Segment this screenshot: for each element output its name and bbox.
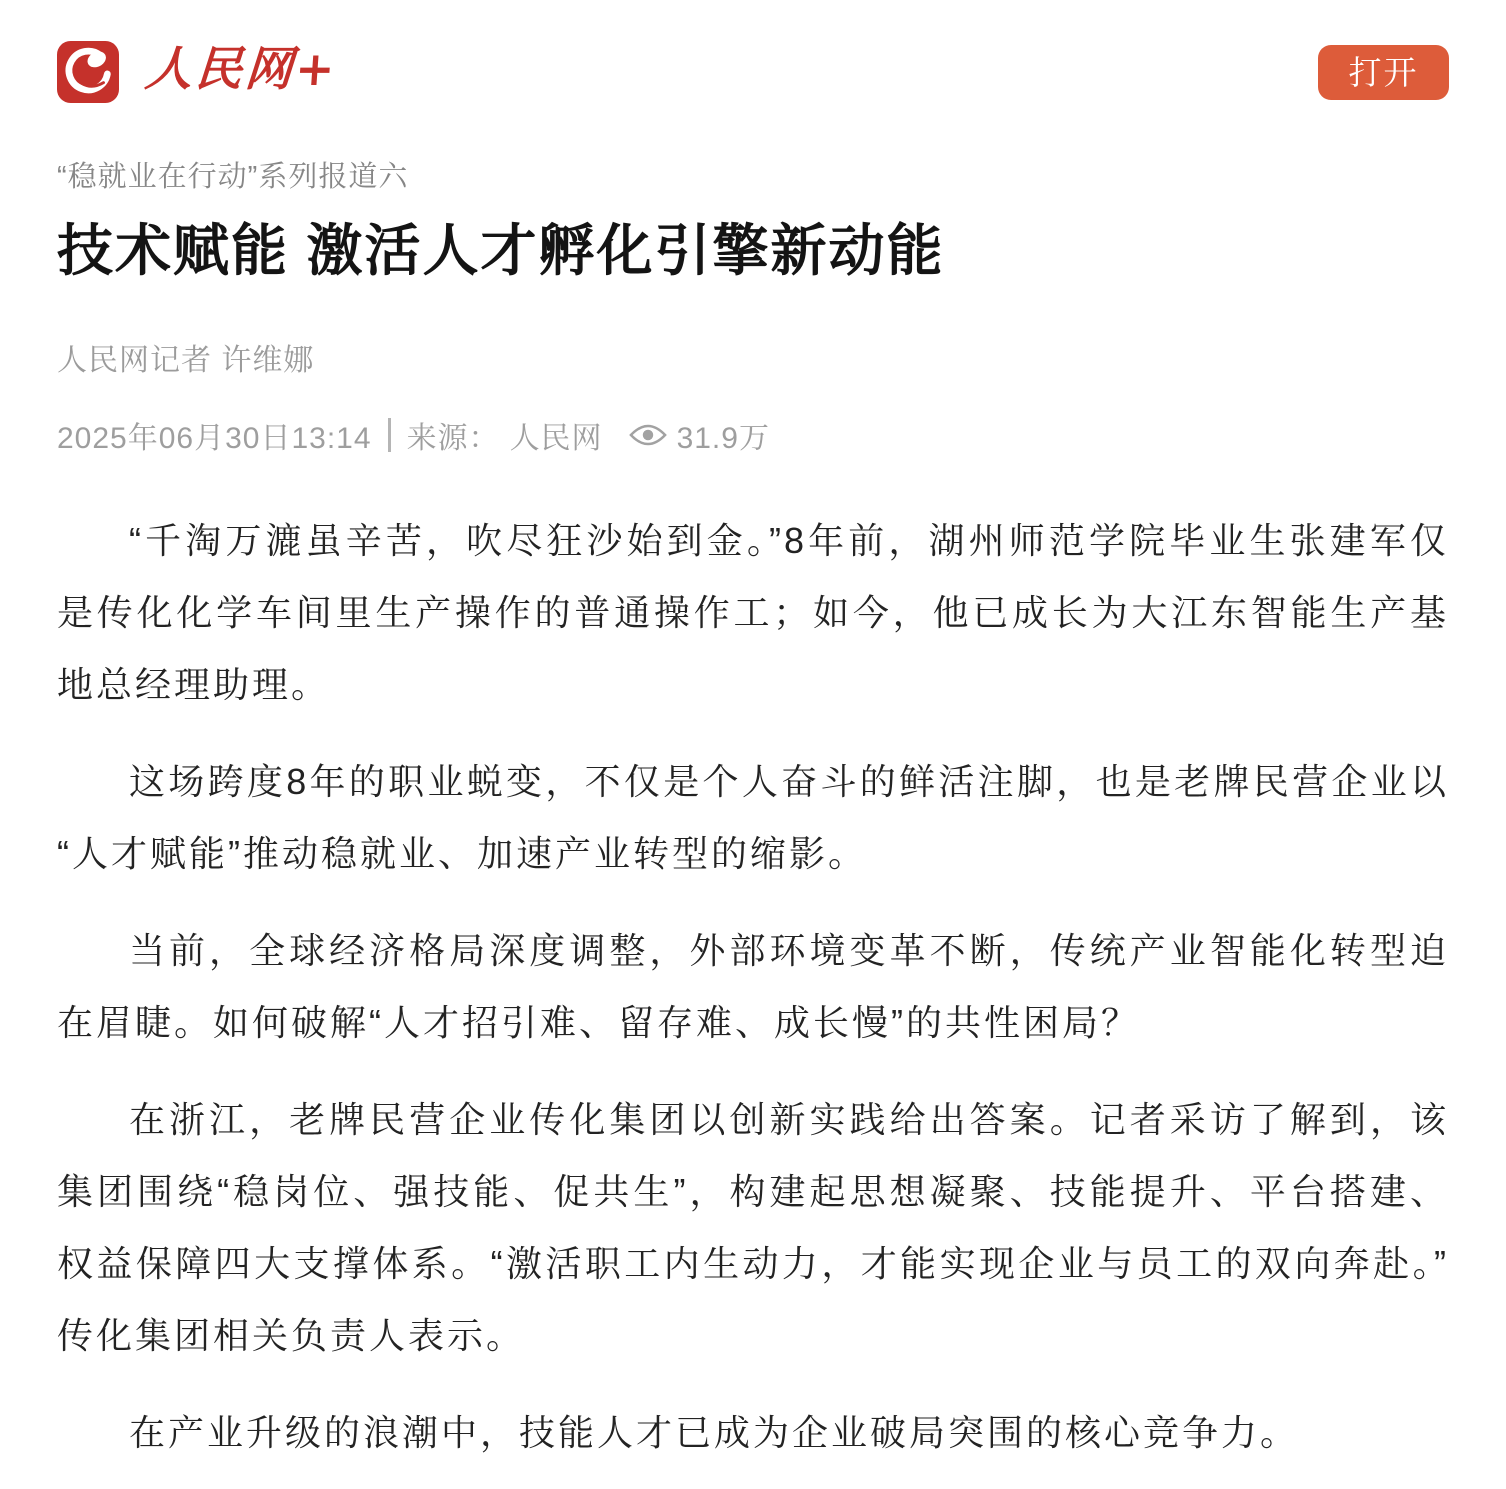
paragraph-1: “千淘万漉虽辛苦，吹尽狂沙始到金。”8年前，湖州师范学院毕业生张建军仅是传化化学车间里生产操作的普通操作工；如今，他已成长为大江东智能生产基地总经理助理。 <box>57 519 1449 705</box>
series-label: “稳就业在行动”系列报道六 <box>57 161 409 193</box>
source-label: 来源： <box>406 421 500 455</box>
byline: 人民网记者 许维娜 <box>57 343 315 377</box>
paragraph-5: 在产业升级的浪潮中，技能人才已成为企业破局突围的核心竞争力。 <box>129 1411 1300 1453</box>
article <box>57 154 1449 1469</box>
publish-date: 2025年06月30日13:14 <box>57 421 372 455</box>
meta-row <box>57 413 1449 457</box>
meta-separator <box>388 418 391 452</box>
source-name[interactable]: 人民网 <box>509 421 603 455</box>
brand-logo-text: 人民网+ <box>143 41 340 97</box>
top-bar <box>57 40 1449 104</box>
eye-icon <box>629 422 667 448</box>
article-body <box>57 505 1449 1469</box>
peoples-daily-logo-icon <box>57 41 119 103</box>
paragraph-4: 在浙江，老牌民营企业传化集团以创新实践给出答案。记者采访了解到，该集团围绕“稳岗位、强技能、促共生”，构建起思想凝聚、技能提升、平台搭建、权益保障四大支撑体系。“激活职工内生动力，才能实现企业与员工的双向奔赴。”传化集团相关负责人表示。 <box>57 1098 1449 1356</box>
view-count: 31.9万 <box>676 421 770 455</box>
article-title: 技术赋能 激活人才孵化引擎新动能 <box>57 219 945 282</box>
paragraph-2: 这场跨度8年的职业蜕变，不仅是个人奋斗的鲜活注脚，也是老牌民营企业以“人才赋能”推动稳就业、加速产业转型的缩影。 <box>57 760 1449 874</box>
paragraph-3: 当前，全球经济格局深度调整，外部环境变革不断，传统产业智能化转型迫在眉睫。如何破解“人才招引难、留存难、成长慢”的共性困局？ <box>57 929 1449 1043</box>
open-app-button[interactable]: 打开 <box>1318 45 1449 100</box>
brand[interactable] <box>57 41 340 103</box>
